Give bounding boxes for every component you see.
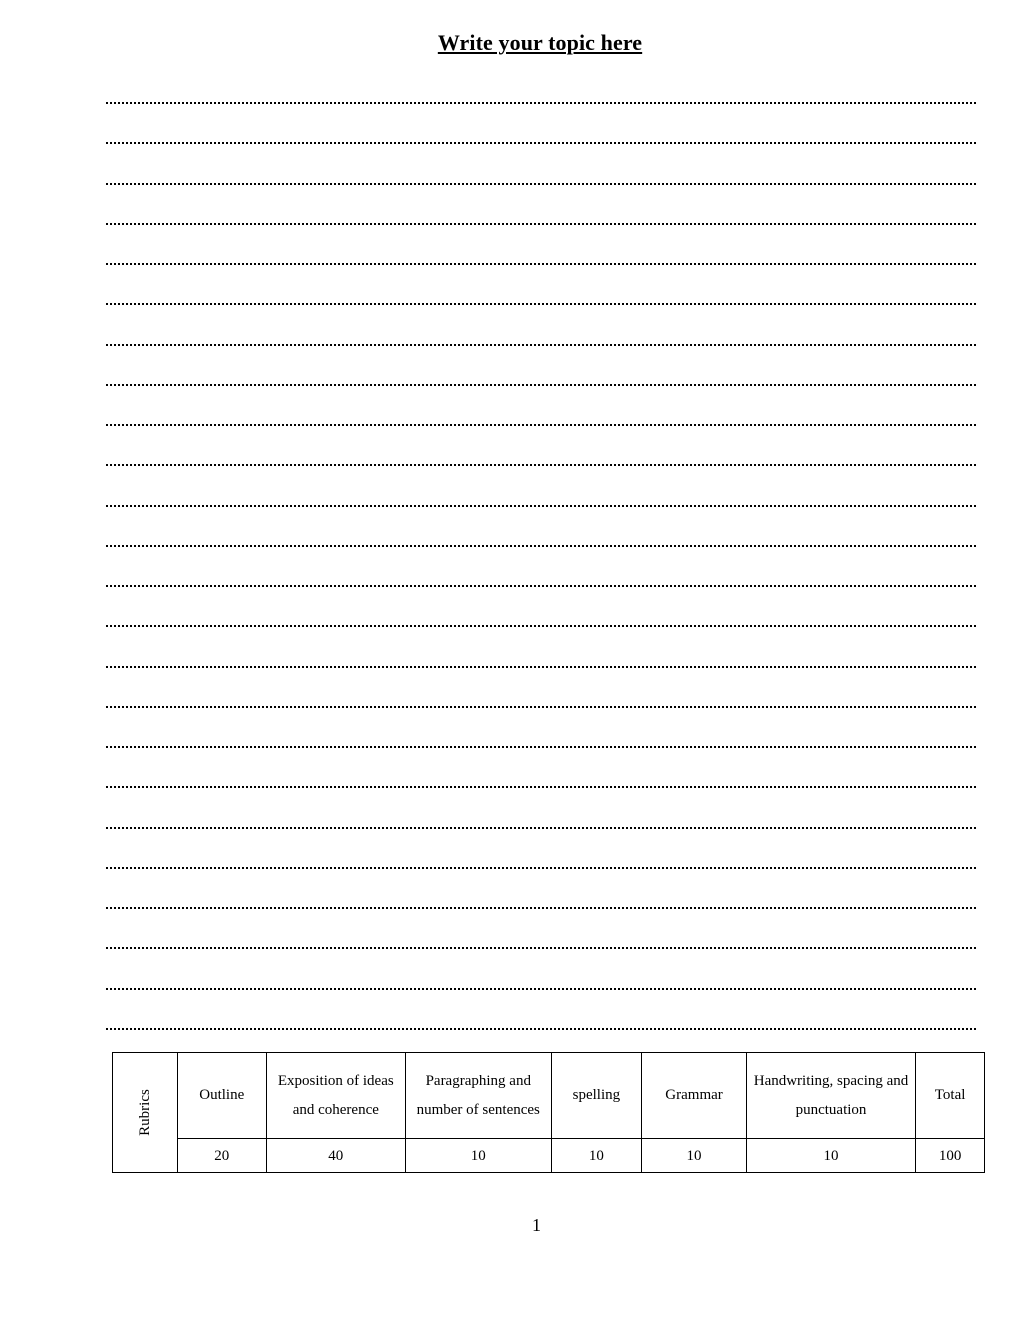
writing-line[interactable] [106, 104, 976, 144]
rubric-scores-row [113, 1139, 985, 1173]
rubric-header-row [113, 1053, 985, 1139]
rubric-score-total: 100 [916, 1139, 985, 1173]
writing-line[interactable] [106, 507, 976, 547]
writing-area[interactable] [106, 90, 976, 1030]
writing-line[interactable] [106, 587, 976, 627]
rubric-score-exposition: 40 [266, 1139, 405, 1173]
writing-line[interactable] [106, 869, 976, 909]
writing-line[interactable] [106, 466, 976, 506]
writing-line[interactable] [106, 547, 976, 587]
rubric-header-exposition: Exposition of ideas and coherence [266, 1053, 405, 1139]
rubric-header-outline: Outline [177, 1053, 266, 1139]
rubric-header-spelling: spelling [551, 1053, 642, 1139]
rubric-score-handwriting: 10 [746, 1139, 915, 1173]
writing-line[interactable] [106, 909, 976, 949]
rubric-score-spelling: 10 [551, 1139, 642, 1173]
rubric-header-grammar: Grammar [642, 1053, 747, 1139]
writing-line[interactable] [106, 90, 976, 104]
writing-line[interactable] [106, 829, 976, 869]
writing-line[interactable] [106, 305, 976, 345]
rubric-header-handwriting: Handwriting, spacing and punctuation [746, 1053, 915, 1139]
writing-line[interactable] [106, 990, 976, 1030]
writing-line[interactable] [106, 748, 976, 788]
writing-line[interactable] [106, 426, 976, 466]
writing-line[interactable] [106, 265, 976, 305]
rubric-score-outline: 20 [177, 1139, 266, 1173]
rubric-score-paragraphing: 10 [406, 1139, 552, 1173]
rubric-table [112, 1052, 985, 1173]
page-number: 1 [532, 1215, 541, 1235]
writing-line[interactable] [106, 225, 976, 265]
rubric-label-cell [113, 1053, 178, 1173]
writing-line[interactable] [106, 346, 976, 386]
rubric-score-grammar: 10 [642, 1139, 747, 1173]
rubric-header-total: Total [916, 1053, 985, 1139]
writing-line[interactable] [106, 627, 976, 667]
writing-line[interactable] [106, 788, 976, 828]
writing-line[interactable] [106, 949, 976, 989]
rubric-header-paragraphing: Paragraphing and number of sentences [406, 1053, 552, 1139]
page-title: Write your topic here [437, 30, 643, 55]
rubric-label: Rubrics [136, 1089, 153, 1136]
writing-line[interactable] [106, 668, 976, 708]
writing-line[interactable] [106, 144, 976, 184]
writing-line[interactable] [106, 708, 976, 748]
writing-line[interactable] [106, 386, 976, 426]
writing-line[interactable] [106, 185, 976, 225]
